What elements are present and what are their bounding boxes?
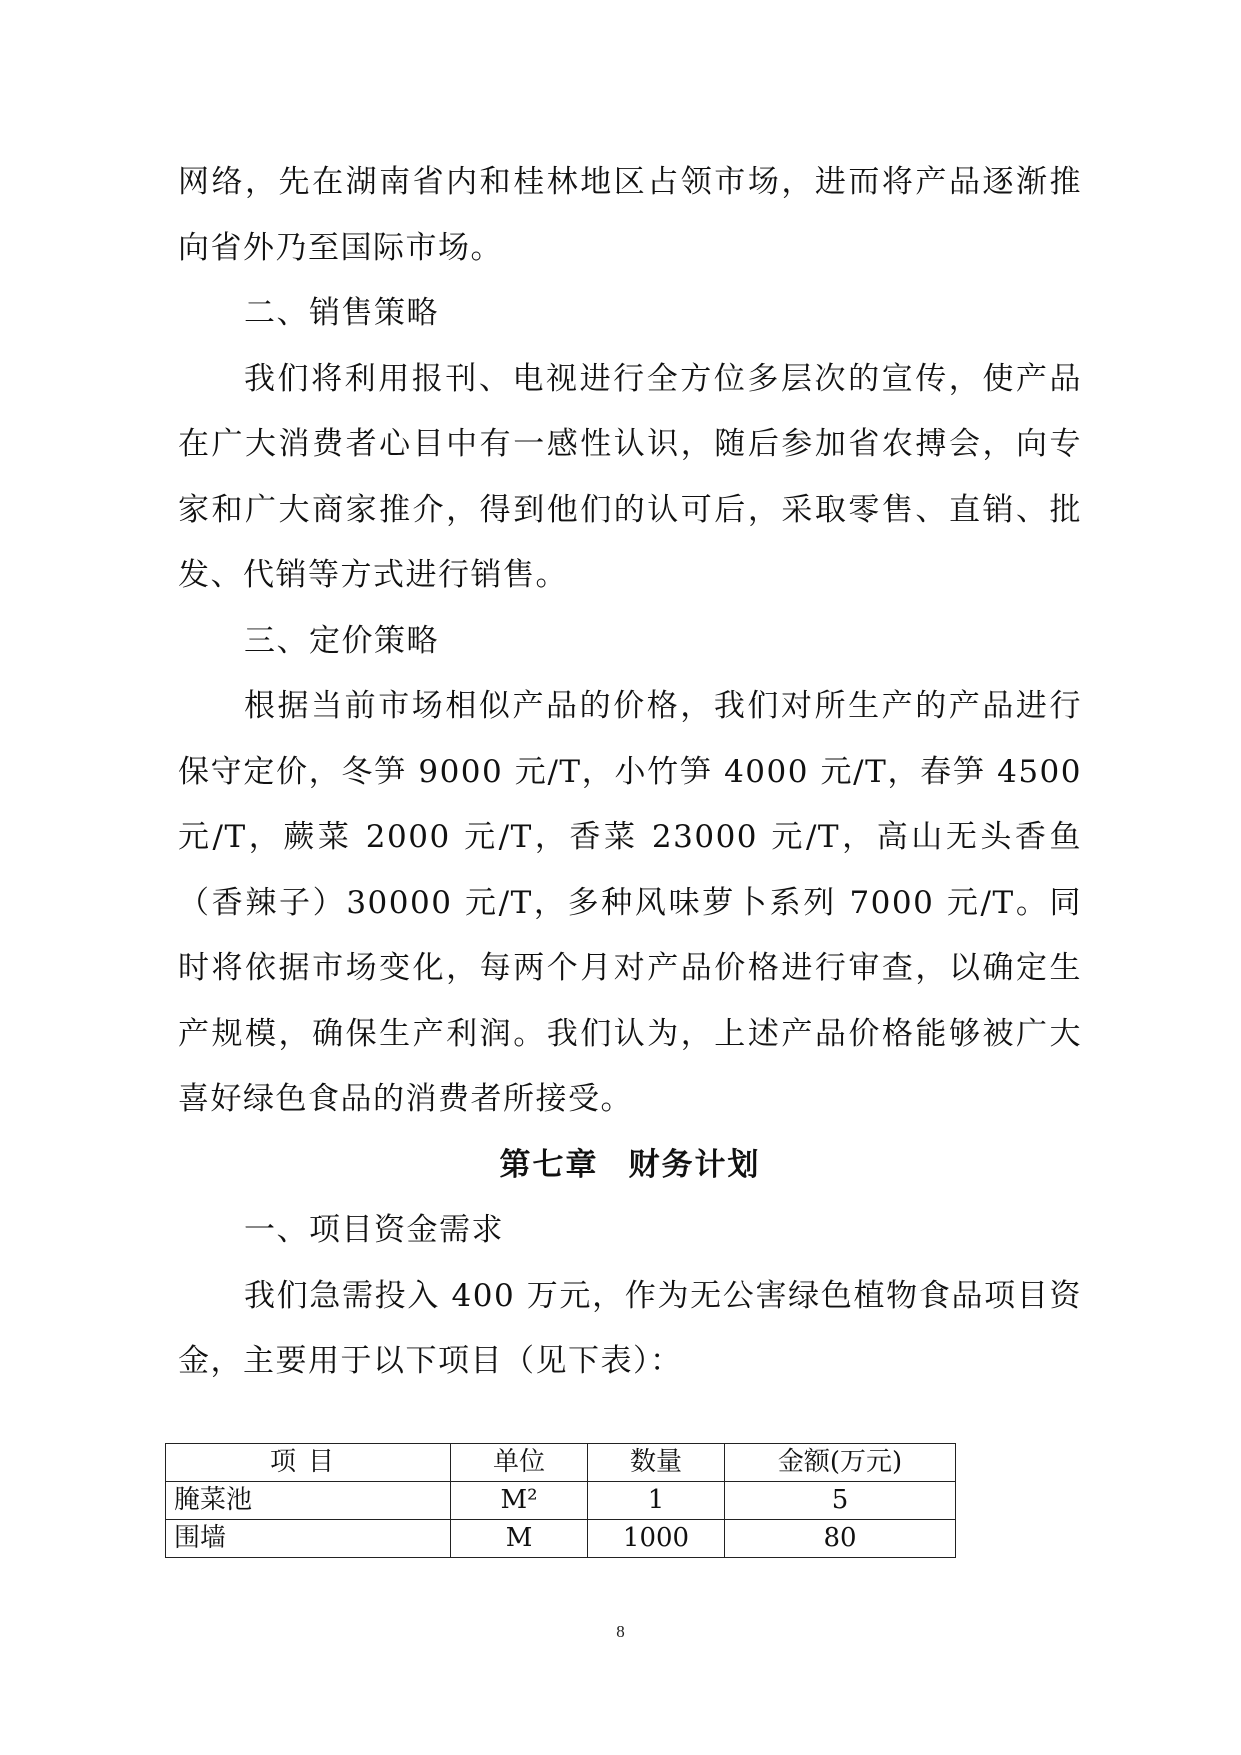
- heading-pricing-strategy: 三、定价策略: [244, 622, 439, 659]
- page-number: 8: [616, 1622, 625, 1641]
- header-item: 项目: [166, 1444, 451, 1482]
- paragraph-funding-needs: 我们急需投入 400 万元，作为无公害绿色植物食品项目资金，主要用于以下项目（见下表）：: [178, 1277, 1082, 1379]
- document-body: [178, 150, 1082, 1395]
- paragraph-pricing-strategy: 根据当前市场相似产品的价格，我们对所生产的产品进行保守定价，冬笋 9000 元/T，小竹笋 4000 元/T，春笋 4500 元/T，蕨菜 2000 元/T，香菜 23000 元/T，高山无头香鱼（香辣子）30000 元/T，多种风味萝卜系列 7000 元/T。同时将依据市场变化，每两个月对产品价格进行审查，以确定生产规模，确保生产利润。我们认为，上述产品价格能够被广大喜好绿色食品的消费者所接受。: [178, 688, 1082, 1117]
- chapter-heading: [178, 1133, 1082, 1199]
- table-row: [166, 1520, 956, 1558]
- cell-quantity: 1000: [588, 1520, 725, 1558]
- paragraph-market-network: 网络，先在湖南省内和桂林地区占领市场，进而将产品逐渐推向省外乃至国际市场。: [178, 164, 1082, 266]
- funding-table: [165, 1443, 956, 1558]
- cell-unit: M²: [451, 1482, 588, 1520]
- cell-unit: M: [451, 1520, 588, 1558]
- cell-item: 腌菜池: [166, 1482, 451, 1520]
- table-header-row: [166, 1444, 956, 1482]
- paragraph-sales-strategy: 我们将利用报刊、电视进行全方位多层次的宣传，使产品在广大消费者心目中有一感性认识，随后参加省农搏会，向专家和广大商家推介，得到他们的认可后，采取零售、直销、批发、代销等方式进行销售。: [178, 360, 1082, 593]
- cell-amount: 5: [725, 1482, 956, 1520]
- header-unit: 单位: [451, 1444, 588, 1482]
- header-amount: 金额(万元): [725, 1444, 956, 1482]
- table-row: [166, 1482, 956, 1520]
- cell-quantity: 1: [588, 1482, 725, 1520]
- heading-funding-needs: 一、项目资金需求: [244, 1212, 504, 1248]
- header-quantity: 数量: [588, 1444, 725, 1482]
- chapter-number: 第七章: [499, 1146, 599, 1183]
- cell-amount: 80: [725, 1520, 956, 1558]
- heading-sales-strategy: 二、销售策略: [244, 295, 439, 331]
- chapter-title: 财务计划: [628, 1146, 761, 1183]
- funding-table-container: [165, 1443, 956, 1558]
- cell-item: 围墙: [166, 1520, 451, 1558]
